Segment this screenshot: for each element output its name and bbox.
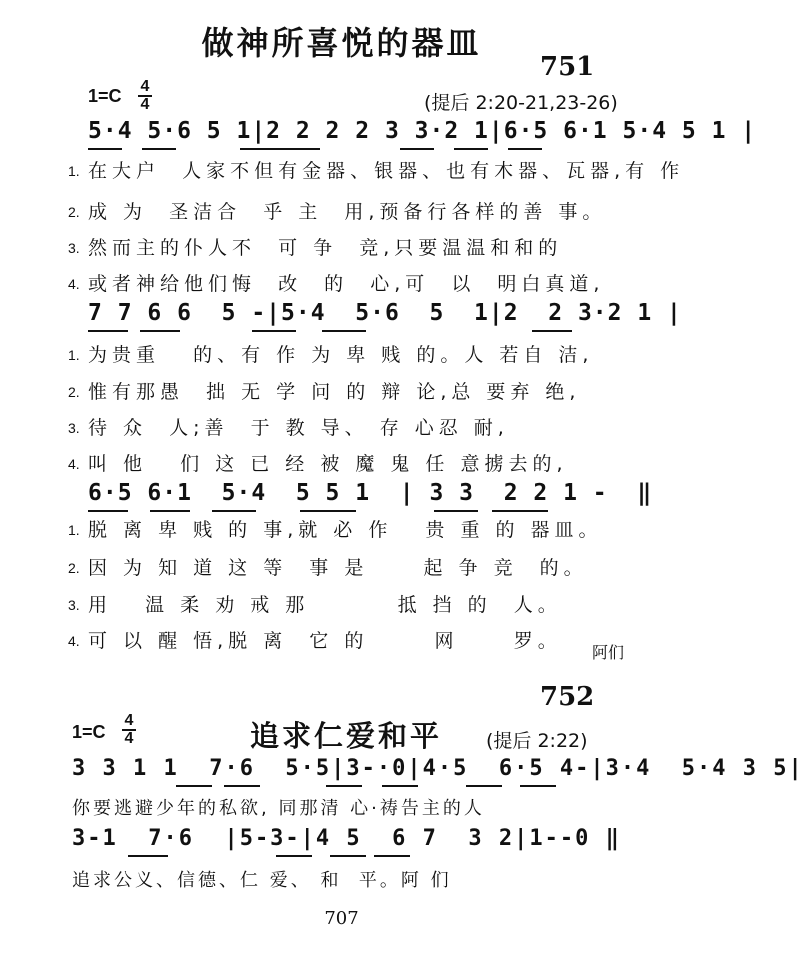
verse-number: 2. bbox=[68, 384, 80, 400]
hymn-751-time-signature bbox=[138, 80, 152, 112]
verse-number: 3. bbox=[68, 240, 80, 256]
amen-text: 阿们 bbox=[592, 643, 625, 662]
lyric-line: 为贵重 的、有 作 为 卑 贱 的。人 若自 洁, bbox=[88, 344, 594, 366]
verse-number: 1. bbox=[68, 163, 80, 179]
verse-number: 3. bbox=[68, 420, 80, 436]
verse-number: 4. bbox=[68, 633, 80, 649]
lyric-line: 或者神给他们悔 改 的 心,可 以 明白真道, bbox=[88, 273, 605, 295]
notation-line: 3 3 1 1 7·6 5·5|3-·0|4·5 6·5 4-|3·4 5·4 3 5| bbox=[72, 756, 804, 781]
hymn-751-reference: (提后 2:20-21,23-26) bbox=[424, 92, 618, 114]
lyric-line: 可 以 醒 悟,脱 离 它 的 网 罗。 bbox=[88, 630, 562, 652]
page-number: 707 bbox=[324, 908, 359, 929]
lyric-line: 成 为 圣洁合 乎 主 用,预备行各样的善 事。 bbox=[88, 201, 607, 223]
notation-line: 7 7 6 6 5 -|5·4 5·6 5 1|2 2 3·2 1 | bbox=[88, 300, 682, 326]
notation-line: 6·5 6·1 5·4 5 5 1 | 3 3 2 2 1 - ‖ bbox=[88, 480, 653, 506]
verse-number: 4. bbox=[68, 456, 80, 472]
lyric-line: 用 温 柔 劝 戒 那 抵 挡 的 人。 bbox=[88, 594, 562, 616]
verse-number: 1. bbox=[68, 347, 80, 363]
verse-number: 2. bbox=[68, 560, 80, 576]
verse-number: 1. bbox=[68, 522, 80, 538]
time-signature-bottom: 4 bbox=[124, 730, 134, 747]
time-signature-top: 4 bbox=[124, 712, 134, 729]
hymn-752-time-signature bbox=[122, 714, 136, 746]
verse-number: 4. bbox=[68, 276, 80, 292]
lyric-line: 因 为 知 道 这 等 事 是 起 争 竞 的。 bbox=[88, 557, 588, 579]
lyric-line: 然而主的仆人不 可 争 竞,只要温温和和的 bbox=[88, 237, 563, 259]
lyric-line: 你要逃避少年的私欲, 同那清 心·祷告主的人 bbox=[72, 798, 485, 819]
time-signature-bottom: 4 bbox=[140, 96, 150, 113]
verse-number: 3. bbox=[68, 597, 80, 613]
lyric-line: 脱 离 卑 贱 的 事,就 必 作 贵 重 的 器皿。 bbox=[88, 519, 603, 541]
hymn-752-title: 追求仁爱和平 bbox=[250, 719, 443, 753]
time-signature-top: 4 bbox=[140, 78, 150, 95]
lyric-line: 叫 他 们 这 已 经 被 魔 鬼 任 意掳去的, bbox=[88, 453, 568, 475]
hymn-752-reference: (提后 2:22) bbox=[486, 730, 588, 752]
lyric-line: 追求公义、信德、仁 爱、 和 平。阿 们 bbox=[72, 870, 452, 891]
hymn-751-title: 做神所喜悦的器皿 bbox=[201, 24, 482, 62]
notation-line: 3-1 7·6 |5-3-|4 5 6 7 3 2|1--0 ‖ bbox=[72, 826, 621, 851]
hymn-751-number: 751 bbox=[540, 52, 595, 82]
lyric-line: 待 众 人;善 于 教 导、 存 心忍 耐, bbox=[88, 417, 509, 439]
hymn-752-number: 752 bbox=[540, 682, 595, 712]
verse-number: 2. bbox=[68, 204, 80, 220]
hymn-752-key: 1=C bbox=[72, 722, 106, 742]
lyric-line: 惟有那愚 拙 无 学 问 的 辩 论,总 要弃 绝, bbox=[88, 381, 581, 403]
lyric-line: 在大户 人家不但有金器、银器、也有木器、瓦器,有 作 bbox=[88, 160, 685, 182]
hymn-751-key: 1=C bbox=[88, 86, 122, 106]
notation-line: 5·4 5·6 5 1|2 2 2 2 3 3·2 1|6·5 6·1 5·4 5 1 | bbox=[88, 118, 757, 144]
